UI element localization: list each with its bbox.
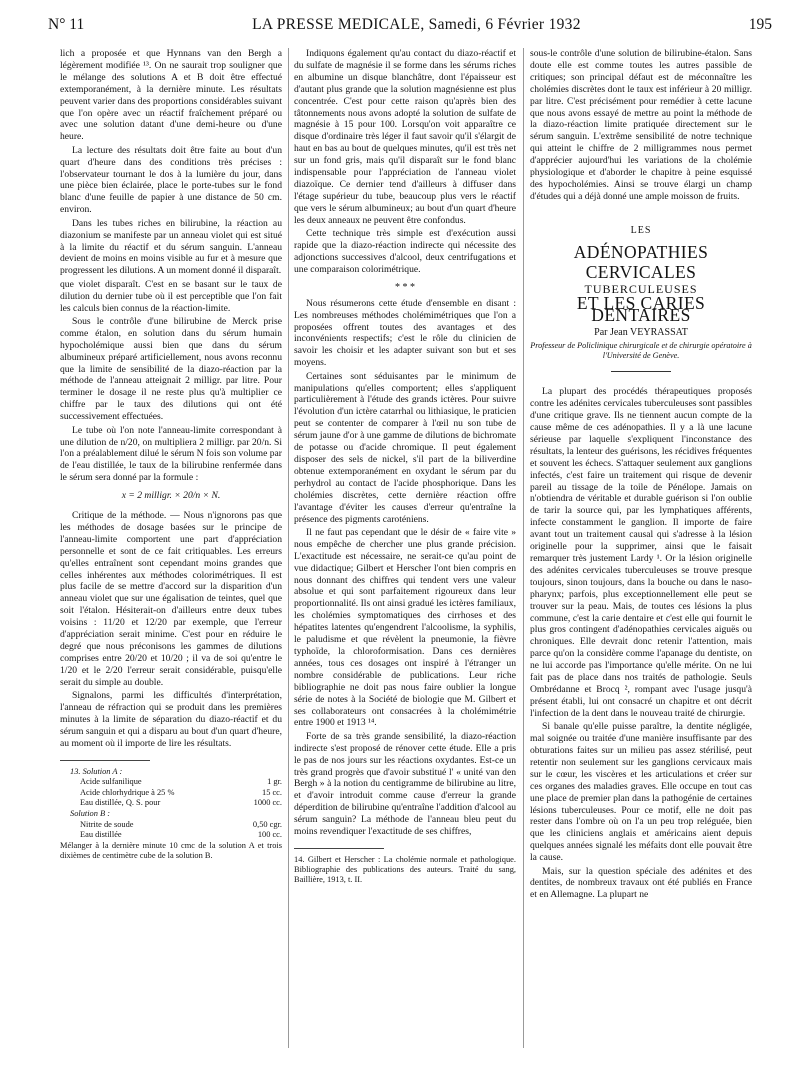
page-number: 195	[748, 16, 772, 33]
article-title: ADÉNOPATHIES CERVICALES	[573, 241, 709, 282]
author-affiliation: Professeur de Policlinique chirurgicale et de chirurgie opératoire à l'Université de Genève.	[530, 341, 752, 361]
paragraph: Indiquons également qu'au contact du diazo-réactif et du sulfate de magnésie il se forme dans les sérums riches en albumine un disque blanchâtre, dont l'épaisseur est d'autant plus grande que la solution magnésienne est plus concentrée. C'est pour cette raison qu'après bien des tâtonnements nous avons adopté la solution de sulfate de magnésie à 15 pour 100. Lorsqu'on voit apparaître ce disque d'ordinaire très léger il faut savoir qu'il s'élargit de haut en bas au bout de quelques minutes, qu'il est très net sur un fond gris, mais qu'il disparaît sur le fond blanc indispensable pour l'appréciation de l'anneau violet diazoïque. Ce dernier tend d'ailleurs à diffuser dans l'étage supérieur du tube, beaucoup plus vers le réactif que vers le sérum albumineux; au bout d'un quart d'heure les deux anneaux ne peuvent être confondus.	[294, 48, 516, 226]
page-header	[48, 16, 772, 38]
solution-row: Eau distillée, Q. S. pour 1000 cc.	[80, 798, 282, 808]
column-divider	[288, 48, 289, 1048]
paragraph: Certaines sont séduisantes par le minimum de manipulations qu'elles comportent; elles s'appliquent particulièrement à l'étude des grands ictères. Pour suivre l'évolution d'un ictère catarrhal ou lithiasique, le praticien peut se contenter de comparer à l'œil nu son tube de sérum jaune d'or à une gamme de dilutions de bichromate de potasse ou d'acide chromique. Il peut également disposer des sels de nickel, s'il part de la biliverdine obtenue extemporanément en oxydant le sérum par du perhydrol au contact de l'acide phosphorique. Dans les cholémies discrètes, cette dernière réaction offre l'avantage d'éviter les causes d'erreur qu'entraîne la présence des pigments caroténiens.	[294, 370, 516, 525]
article-subtitle: TUBERCULEUSES	[584, 281, 698, 296]
column-middle	[294, 48, 516, 886]
footnote-13	[60, 767, 282, 862]
paragraph: Signalons, parmi les difficultés d'interprétation, l'anneau de réfraction qui se produit dans les premières minutes à la limite de séparation du diazo-réactif et du sérum sanguin et qui a disparu au bout d'un quart d'heure, au moment où il importe de lire les résultats.	[60, 690, 282, 749]
paragraph: sous-le contrôle d'une solution de bilirubine-étalon. Sans doute elle est comme toutes les autres passible de critiques; son principal défaut est de méconnaître les cholémies discrètes dont le taux est inférieur à 20 milligr. par litre. C'est précisément pour remédier à cette lacune que nous avons essayé de mettre au point la méthode de la diazo-réaction limite pratiquée directement sur le sérum sanguin. L'extrême sensibilité de notre technique qui atteint le chiffre de 2 milligrammes nous permet d'apprécier aujourd'hui les variations de la cholémie physiologique et d'aborder le chapitre à peine esquissé des hypocholémies. Ainsi se trouve élargi un champ d'études qui a déjà donné une ample moisson de fruits.	[530, 48, 752, 202]
solution-a-label: 13. Solution A :	[70, 766, 123, 776]
column-right	[530, 48, 752, 903]
solution-row: Acide sulfanilique 1 gr.	[80, 777, 282, 787]
title-rule	[611, 371, 671, 372]
formula: x = 2 milligr. × 20/n × N.	[121, 490, 221, 502]
paragraph: Sous le contrôle d'une bilirubine de Merck prise comme étalon, en solution dans du sérum humain hypocholémique aussi bien que dans du sérum albumineux préparé artificiellement, nous avons reconnu que la limite de sensibilité de la diazo-réaction par la méthode de l'anneau atteignait 2 milligr. par litre. Pour terminer le dosage il ne reste plus qu'à multiplier ce chiffre par le taux des dilutions qui ont été successivement effectuées.	[60, 315, 282, 423]
column-divider	[523, 48, 524, 1048]
author: Par Jean VEYRASSAT	[594, 327, 688, 339]
footnote-note: Mélanger à la dernière minute 10 cmc de la solution A et trois dixièmes de centimètre cube de la solution B.	[60, 840, 282, 861]
footnote-14: 14. Gilbert et Herscher : La cholémie normale et pathologique. Bibliographie des publications des auteurs. Traité du sang, Baillière, 1913, t. II.	[294, 855, 516, 885]
issue-number: N° 11	[48, 16, 85, 33]
paragraph: Nous résumerons cette étude d'ensemble en disant : Les nombreuses méthodes cholémimétriques que l'on a proposées offrent toutes des avantages et des inconvénients respectifs; c'est le rôle du clinicien de savoir les choisir et les adapter suivant son but et ses moyens.	[294, 297, 516, 369]
paragraph: Mais, sur la question spéciale des adénites et des dentites, de nombreux travaux ont été publiés en France et en Allemagne. La plupart ne	[530, 865, 752, 901]
paragraph: que violet disparaît. C'est en se basant sur le taux de dilution du dernier tube où il est perceptible que l'on fait les calculs bien connus de la réaction-limite.	[60, 278, 282, 314]
paragraph: lich a proposée et que Hynnans van den Bergh a légèrement modifiée ¹³. On ne saurait trop souligner que le mélange des solutions A et B doit être effectué extemporanément, à la dernière minute. Les résultats peuvent varier dans des proportions considérables suivant que l'on opère avec un réactif fraîchement préparé ou avec une solution datant d'une demi-heure ou d'une heure.	[60, 48, 282, 143]
solution-row: Nitrite de soude 0,50 cgr.	[80, 819, 282, 829]
footnote-rule	[60, 760, 150, 761]
paragraph: Dans les tubes riches en bilirubine, la réaction au diazonium se manifeste par un anneau violet qui est situé à la limite du réactif et du sérum sanguin. L'anneau devient de moins en moins visible au fur et à mesure que progressent les dilutions. A un moment donné il disparaît.	[60, 217, 282, 277]
paragraph: Le tube où l'on note l'anneau-limite correspondant à une dilution de n/20, on multipliera 2 milligr. par 20/n. Si l'on a préalablement dilué le sérum N fois son volume par de l'eau distillée, le taux de la bilirubine renfermée dans le sérum sera donné par la formule :	[60, 424, 282, 484]
section-separator: * * *	[395, 281, 415, 293]
journal-title: LA PRESSE MEDICALE, Samedi, 6 Février 1932	[252, 16, 581, 33]
paragraph: Si banale qu'elle puisse paraître, la dentite négligée, mal soignée ou traitée d'une manière insuffisante par des obturations faites sur un milieu pas assez stérilisé, peut retentir non seulement sur les ganglions cervicaux mais sur le cœur, les viscères et les articulations et créer sur ces organes des maladies graves. Elle occupe en tout cas une place de premier plan dans la pathogénie de certaines lésions tuberculeuses. Pour ce motif, elle ne doit pas rester dans l'ombre où on l'a un peu trop reléguée, bien que les cliniciens anglais et américains aient depuis quelques années signalé les méfaits dont elle pouvait être la cause.	[530, 721, 752, 864]
paragraph: Critique de la méthode. — Nous n'ignorons pas que les méthodes de dosage basées sur le principe de l'anneau-limite comportent une part d'appréciation personnelle et sont de ce fait critiquables. Les erreurs qu'elles entraînent sont cependant moins grandes que celles inhérentes aux méthodes colorimétriques. Il est plus facile de se mettre d'accord sur la disparition d'un anneau violet que sur une égalisation de teintes, quel que soit l'étalon. Hésiterait-on d'ailleurs entre deux tubes voisins : 11/20 et 12/20 par exemple, que l'erreur d'appréciation serait minime. C'est pour en réduire le degré que nous préconisons les gammes de dilutions comprises entre 20/20 et 10/20 ; il va de soi qu'entre le 1/20 et le 2/20 l'erreur serait considérable, puisqu'elle serait du simple au double.	[60, 510, 282, 688]
article-title-block	[530, 225, 752, 373]
title-prefix: LES	[630, 224, 652, 236]
paragraph: La plupart des procédés thérapeutiques proposés contre les adénites cervicales tuberculeuses sont passibles d'une critique grave. Ils ne tiennent aucun compte de la cause même de ces adénopathies. Il y a là une lacune sérieuse par laquelle s'expliquent l'inconstance des résultats, la lenteur des guérisons, les récidives fréquentes et souvent les échecs. S'attaquer seulement aux ganglions infectés, c'est faire un traitement qui risque de devenir pareil au tissage de la toile de Pénélope. Jamais on n'obtiendra de véritable et durable guérison si l'on oublie de tarir la source qui, par les lymphatiques afférents, infecte constamment le ganglion. Il importe de faire avant tout un traitement causal qui s'adresse à la lésion originelle pour la supprimer, ainsi que le faisait remarquer très justement Lardy ¹. Or la lésion originelle des adénites cervicales tuberculeuses se trouve presque toujours, sinon toujours, dans la bouche ou dans le naso-pharynx; parfois, plus exceptionnellement elle peut se trouver sur la peau. Mais, de toutes ces lésions la plus commune, c'est la carie dentaire et c'est elle qui fournit le plus gros contingent d'adénopathies cervicales aiguës ou chroniques. Elle devrait donc retenir l'attention, mais parce qu'on la considère comme l'apanage du dentiste, on ne lui accorde pas l'importance qu'elle mérite. On ne lui fait pas de place dans nos traités de pathologie. Seuls Ombrédanne et Brocq ², rompant avec l'usage jusqu'à présent établi, lui ont consacré un chapitre et ont décrit l'infection de la dent dans le nouveau traité de chirurgie.	[530, 386, 752, 719]
paragraph: Forte de sa très grande sensibilité, la diazo-réaction indirecte s'est proposé de rénover cette étude. Elle a pris le pas de nos jours sur les réactions oxydantes. Est-ce un très grand progrès que d'avoir substitué l' « unité van den Bergh » à la notion du centigramme de bilirubine au litre, et d'avoir introduit comme cause d'erreur la grande déperdition de bilirubine qu'entraîne l'addition d'alcool au sérum sanguin? La méthode de l'anneau bleu peut du moins revendiquer l'exactitude de ses chiffres,	[294, 730, 516, 838]
paragraph: Cette technique très simple est d'exécution aussi rapide que la diazo-réaction indirecte qui nécessite des adjonctions successives d'alcool, deux centrifugations et une comparaison colorimétrique.	[294, 228, 516, 275]
solution-row: Eau distillée 100 cc.	[80, 830, 282, 840]
column-left	[60, 48, 282, 862]
article-title-line2: ET LES CARIES DENTAIRES	[576, 292, 706, 325]
paragraph: La lecture des résultats doit être faite au bout d'un quart d'heure dans des conditions très précises : l'observateur tournant le dos à la lumière du jour, dans une pièce bien éclairée, place le porte-tubes sur le fond blanc d'une feuille de papier à une distance de 50 cm. environ.	[60, 144, 282, 216]
footnote-rule	[294, 848, 384, 849]
solution-b-label: Solution B :	[70, 809, 111, 819]
solution-row: Acide chlorhydrique à 25 % 15 cc.	[80, 787, 282, 797]
paragraph: Il ne faut pas cependant que le désir de « faire vite » nous empêche de chercher une plus grande précision. L'exactitude est nécessaire, ne serait-ce qu'au point de vue didactique; Gilbert et Herscher l'ont bien compris en nous donnant des chiffres qui tendent vers une valeur absolue et qui sont parfaitement rigoureux dans leur proportionnalité. Ils ont ainsi gradué les ictères familiaux, les cholémies symptomatiques des cirrhoses et des hépatites latentes qu'engendrent l'alcoolisme, la syphilis, le paludisme et que révèlent la pneumonie, la fièvre typhoïde, la chloroformisation. Dans ces dernières années, tous ces dosages ont inspiré à l'étranger un nombre considérable de publications. Leur riche bibliographie ne doit pas nous faire oublier la longue série de notes à la Société de biologie que M. Gilbert et ses collaborateurs ont consacrées à la cholémimétrie entre 1900 et 1913 ¹⁴.	[294, 526, 516, 729]
